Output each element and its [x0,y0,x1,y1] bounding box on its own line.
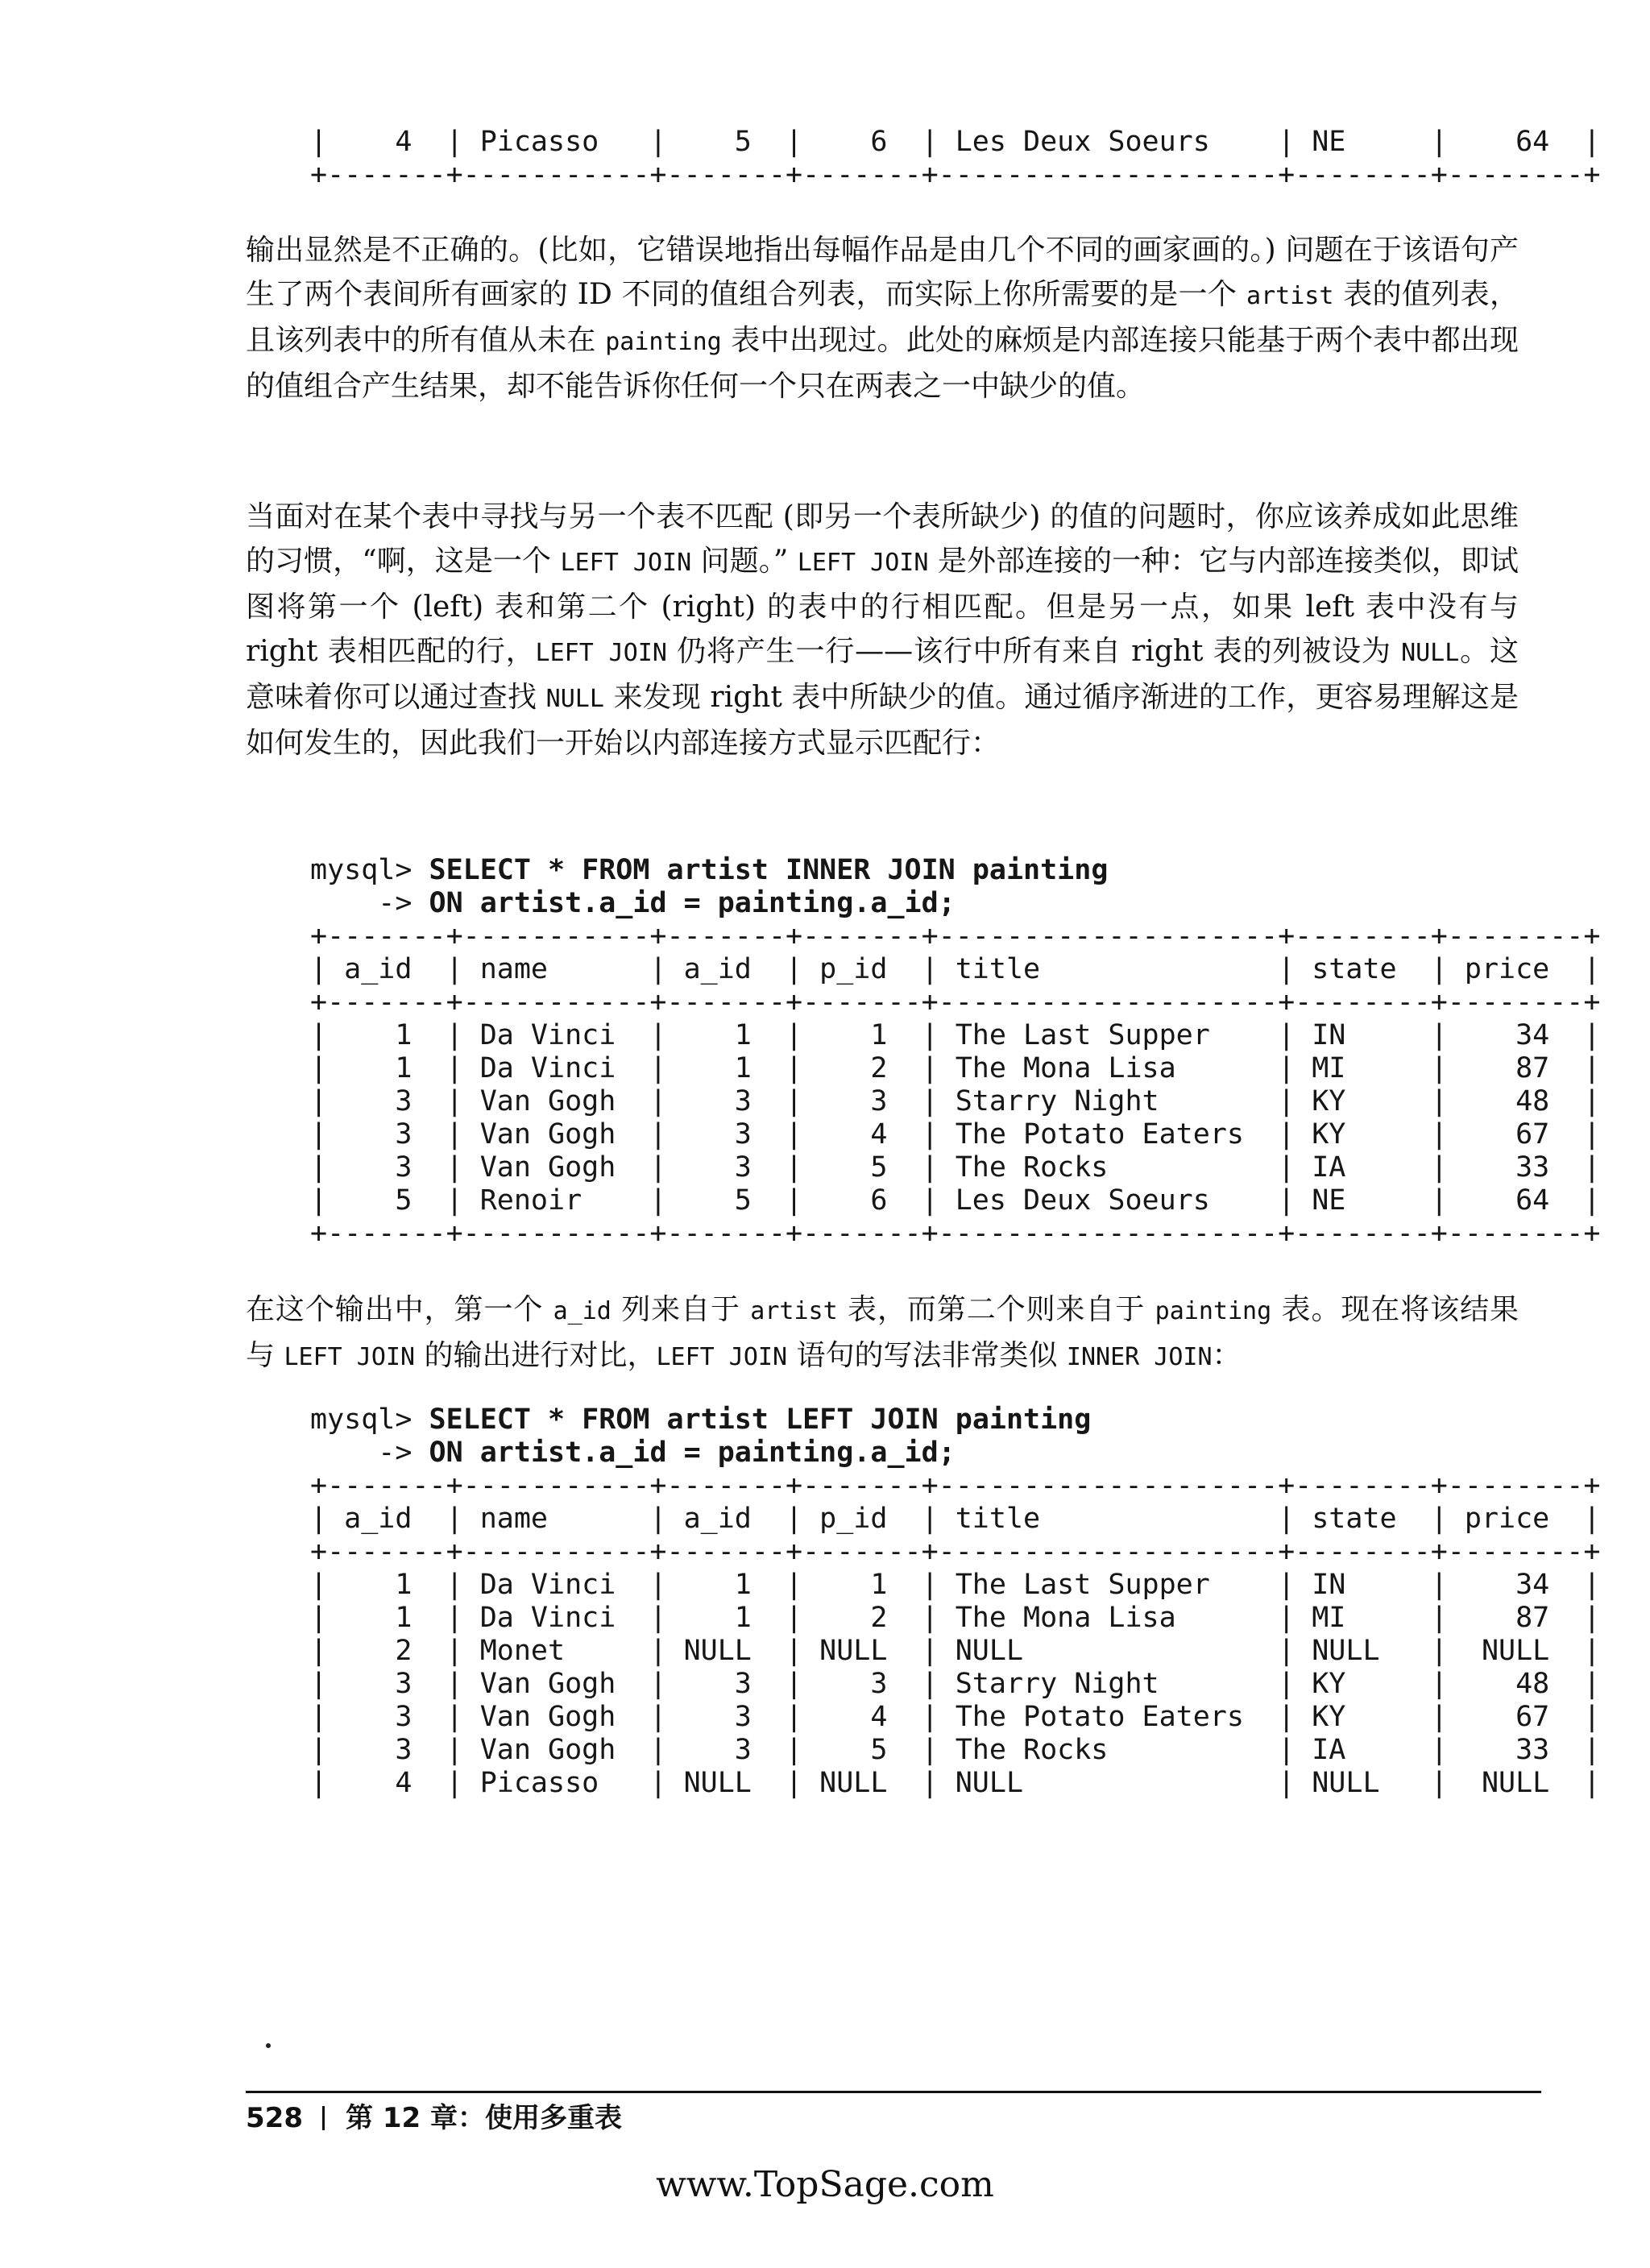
inner-join-query [310,854,1108,920]
inline-code: LEFT JOIN [797,549,929,577]
text-run: 表的值列表，且该列表中的所有值从未在 [246,278,1519,357]
text-run: 表中出现过。此处的麻烦是内部连接只能基于两个表中都出现的值组合产生结果，却不能告诉你任何一个只在两表之一中缺少的值。 [246,324,1519,403]
paragraph-1 [246,228,1519,408]
continuation-prompt: -> [310,1437,429,1469]
text-run: 。这意味着你可以通过查找 [246,635,1519,714]
text-run: 语句的写法非常类似 [787,1339,1067,1372]
text-run: 列来自于 [611,1293,751,1326]
table-border: +-------+-----------+-------+-------+--------------------+--------+--------+ [310,159,1601,191]
scan-speck [266,2043,271,2048]
table-border: +-------+-----------+-------+-------+--------------------+--------+--------+ [310,986,1601,1018]
table-row: | 1 | Da Vinci | 1 | 2 | The Mona Lisa | MI | 87 | [310,1602,1601,1634]
text-run: 表，而第二个则来自于 [837,1293,1155,1326]
page-footer [246,2100,622,2137]
table-row: | 4 | Picasso | NULL | NULL | NULL | NULL | NULL | [310,1767,1601,1799]
inline-code: a_id [553,1297,611,1325]
watermark-url: www.TopSage.com [656,2164,994,2205]
sql-command-line-1: SELECT * FROM artist LEFT JOIN painting [429,1404,1092,1436]
inline-code: NULL [1401,639,1460,667]
continuation-prompt: -> [310,887,429,919]
table-row: | 1 | Da Vinci | 1 | 1 | The Last Supper | IN | 34 | [310,1019,1601,1051]
table-row: | 2 | Monet | NULL | NULL | NULL | NULL | NULL | [310,1635,1601,1667]
inline-code: LEFT JOIN [284,1343,416,1371]
inline-code: LEFT JOIN [560,549,692,577]
text-run: 问题。” [691,545,798,578]
text-run: 在这个输出中，第一个 [246,1293,553,1326]
table-row: | 1 | Da Vinci | 1 | 1 | The Last Supper | IN | 34 | [310,1569,1601,1601]
sql-command-line-1: SELECT * FROM artist INNER JOIN painting [429,854,1109,886]
table-row: | 3 | Van Gogh | 3 | 4 | The Potato Eaters | KY | 67 | [310,1118,1601,1151]
table-row: | 3 | Van Gogh | 3 | 5 | The Rocks | IA | 33 | [310,1734,1601,1766]
left-join-result-table [310,1470,1600,1800]
inline-code: painting [1155,1297,1272,1325]
left-join-query [310,1404,1091,1470]
paragraph-3 [246,1287,1519,1379]
table-row: | 3 | Van Gogh | 3 | 3 | Starry Night | KY | 48 | [310,1085,1601,1117]
table-row: | 3 | Van Gogh | 3 | 3 | Starry Night | KY | 48 | [310,1668,1601,1700]
chapter-title: 第 12 章：使用多重表 [345,2102,622,2134]
text-run: 来发现 right 表中所缺少的值。通过循序渐进的工作，更容易理解这是如何发生的，因此我们一开始以内部连接方式显示匹配行： [246,681,1519,760]
table-row: | 4 | Picasso | 5 | 6 | Les Deux Soeurs | NE | 64 | [310,126,1601,158]
table-row: | 3 | Van Gogh | 3 | 5 | The Rocks | IA | 33 | [310,1151,1601,1184]
prompt: mysql> [310,854,429,886]
table-border: +-------+-----------+-------+-------+--------------------+--------+--------+ [310,920,1601,952]
table-border: +-------+-----------+-------+-------+--------------------+--------+--------+ [310,1536,1601,1568]
inline-code: LEFT JOIN [656,1343,788,1371]
table-row: | a_id | name | a_id | p_id | title | state | price | [310,953,1601,985]
text-run: 的输出进行对比， [415,1339,657,1372]
text-run: 表。现在将该结果与 [246,1293,1519,1372]
footer-separator [322,2106,325,2130]
inner-join-result-table [310,920,1600,1250]
table-border: +-------+-----------+-------+-------+--------------------+--------+--------+ [310,1217,1601,1250]
text-run: 是外部连接的一种：它与内部连接类似，即试图将第一个 (left) 表和第二个 (right) 的表中的行相匹配。但是另一点，如果 left 表中没有与 right 表相匹配的行， [246,545,1519,668]
table-row: | 5 | Renoir | 5 | 6 | Les Deux Soeurs | NE | 64 | [310,1184,1601,1217]
inline-code: LEFT JOIN [535,639,667,667]
text-run: ： [1212,1339,1242,1372]
text-run: 当面对在某个表中寻找与另一个表不匹配 (即另一个表所缺少) 的值的问题时，你应该养成如此思维的习惯，“啊，这是一个 [246,500,1519,578]
prompt: mysql> [310,1404,429,1436]
page-number: 528 [246,2102,303,2134]
table-row: | 1 | Da Vinci | 1 | 2 | The Mona Lisa | MI | 87 | [310,1052,1601,1084]
text-run: 输出显然是不正确的。(比如，它错误地指出每幅作品是由几个不同的画家画的。) 问题在于该语句产生了两个表间所有画家的 ID 不同的值组合列表，而实际上你所需要的是一个 [246,234,1519,311]
inline-code: artist [750,1297,838,1325]
inline-code: painting [605,328,722,356]
inline-code: INNER JOIN [1066,1343,1213,1371]
table-fragment [310,126,1600,192]
text-run: 仍将产生一行——该行中所有来自 right 表的列被设为 [666,635,1402,668]
sql-command-line-2: ON artist.a_id = painting.a_id; [429,887,956,919]
table-border: +-------+-----------+-------+-------+--------------------+--------+--------+ [310,1470,1601,1502]
footer-rule [246,2091,1541,2093]
inline-code: artist [1246,282,1334,310]
table-row: | 3 | Van Gogh | 3 | 4 | The Potato Eaters | KY | 67 | [310,1701,1601,1733]
inline-code: NULL [545,685,604,713]
table-row: | a_id | name | a_id | p_id | title | state | price | [310,1503,1601,1535]
sql-command-line-2: ON artist.a_id = painting.a_id; [429,1437,956,1469]
paragraph-2 [246,495,1519,765]
